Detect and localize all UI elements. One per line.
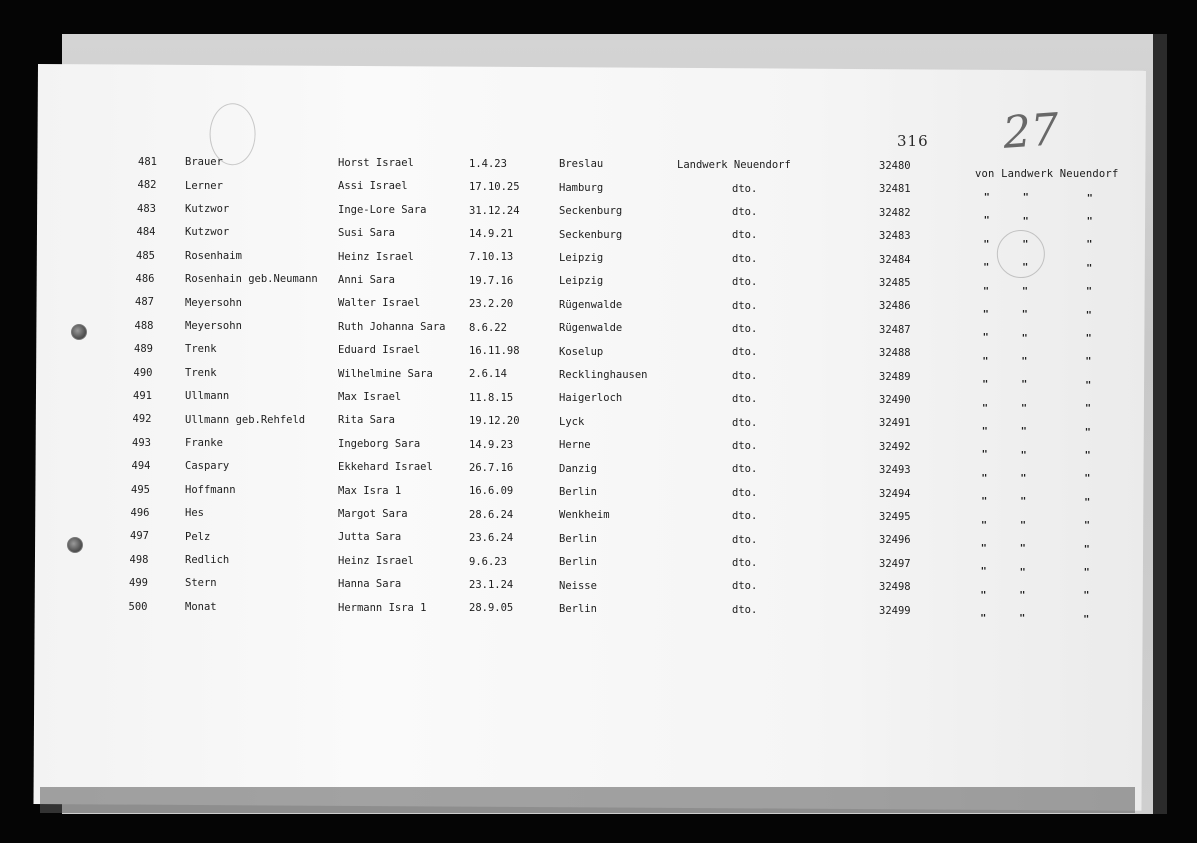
table-row [0,226,1197,251]
birth-date: 16.6.09 [469,485,514,498]
surname: Monat [185,600,217,613]
first-name: Jutta Sara [338,531,402,544]
first-name: Hanna Sara [338,578,402,591]
origin: dto. [732,580,758,593]
ditto-mark: " [1022,239,1029,251]
ditto-mark: " [1022,192,1029,204]
birth-place: Hamburg [559,181,604,194]
ditto-mark: " [982,332,989,344]
birth-place: Haigerloch [559,392,623,405]
first-name: Heinz Israel [338,250,414,263]
first-name: Ingeborg Sara [338,437,421,450]
row-number: 499 [129,577,148,590]
ditto-mark: " [1022,285,1029,297]
surname: Trenk [185,343,217,356]
page-edge-shadow [40,787,1135,813]
origin: dto. [732,229,758,242]
first-name: Horst Israel [338,157,414,170]
surname: Meyersohn [185,296,242,309]
origin: dto. [732,206,758,219]
prisoner-number: 32492 [879,440,911,453]
row-number: 487 [135,296,154,309]
prisoner-number: 32498 [879,581,911,594]
first-name: Susi Sara [338,227,395,240]
prisoner-number: 32499 [879,604,911,617]
birth-place: Neisse [559,579,597,592]
ditto-mark: " [981,519,988,531]
first-name: Max Isra 1 [338,484,402,497]
birth-place: Herne [559,439,591,452]
row-number: 495 [131,483,150,496]
prisoner-number: 32487 [879,323,911,336]
origin: dto. [732,346,758,359]
prisoner-number: 32489 [879,370,911,383]
birth-place: Berlin [559,485,597,498]
ditto-mark: " [1020,519,1027,531]
first-name: Wilhelmine Sara [338,367,433,380]
birth-date: 7.10.13 [469,251,514,264]
first-name: Rita Sara [338,414,395,427]
first-name: Walter Israel [338,297,421,310]
birth-place: Breslau [559,158,604,171]
first-name: Margot Sara [338,508,408,521]
ditto-mark: " [1084,426,1091,438]
surname: Ullmann geb.Rehfeld [185,413,306,426]
ditto-mark: " [1083,567,1090,579]
prisoner-number: 32482 [879,206,911,219]
birth-date: 14.9.23 [469,438,514,451]
prisoner-number: 32494 [879,487,911,500]
ditto-mark: " [1086,262,1093,274]
ditto-mark: " [982,379,989,391]
surname: Hes [185,507,204,520]
birth-date: 28.6.24 [469,508,514,521]
birth-place: Wenkheim [559,509,610,522]
ditto-mark: " [1085,356,1092,368]
row-number: 500 [128,600,148,613]
surname: Kutzwor [185,203,230,216]
birth-place: Recklinghausen [559,368,648,381]
ditto-mark: " [1085,333,1092,345]
row-number: 488 [134,319,154,332]
ditto-mark: " [1019,543,1026,555]
prisoner-number: 32497 [879,557,911,570]
table-row [0,600,1197,625]
row-number: 497 [130,530,149,543]
ditto-mark: " [1085,379,1092,391]
surname: Rosenhain geb.Neumann [185,273,318,286]
handwritten-number: 27 [1001,104,1061,159]
table-row [0,249,1197,274]
birth-date: 19.7.16 [469,274,514,287]
birth-place: Seckenburg [559,228,623,241]
table-row [0,553,1197,579]
ditto-mark: " [1084,473,1091,485]
ditto-mark: " [1021,356,1028,368]
birth-date: 2.6.14 [469,368,507,381]
prisoner-number: 32493 [879,464,911,477]
ditto-mark: " [1021,332,1028,344]
birth-date: 11.8.15 [469,391,514,404]
ditto-mark: " [1085,309,1092,321]
ditto-mark: " [1086,286,1093,298]
birth-place: Berlin [559,602,597,615]
origin: dto. [732,369,758,382]
origin: dto. [732,463,758,476]
ditto-mark: " [1084,520,1091,532]
birth-place: Rügenwalde [559,298,623,311]
ditto-mark: " [981,496,988,508]
birth-date: 19.12.20 [469,415,520,428]
table-row [0,530,1197,555]
birth-place: Rügenwalde [559,322,623,335]
table-row [0,436,1197,462]
surname: Trenk [185,366,217,379]
origin: dto. [732,252,758,265]
ditto-mark: " [1086,239,1093,251]
table-row [0,366,1197,391]
origin: dto. [732,393,758,406]
birth-place: Berlin [559,556,597,569]
row-number: 490 [133,366,153,379]
origin: dto. [732,486,758,499]
row-number: 485 [136,249,155,262]
surname: Caspary [185,460,230,473]
ditto-mark: " [982,309,989,321]
origin: dto. [732,557,758,570]
ditto-mark: " [1020,473,1027,485]
ditto-mark: " [1083,613,1090,625]
table-row [0,389,1197,415]
prisoner-number: 32491 [879,417,911,430]
birth-place: Leipzig [559,275,604,288]
ditto-mark: " [1019,566,1026,578]
birth-date: 23.2.20 [469,298,514,311]
ditto-mark: " [1084,496,1091,508]
ditto-mark: " [1021,309,1028,321]
ditto-mark: " [980,566,987,578]
table-row [0,506,1197,532]
birth-date: 26.7.16 [469,462,514,474]
surname: Brauer [185,156,223,169]
origin: dto. [732,416,758,429]
birth-date: 31.12.24 [469,204,520,217]
prisoner-number: 32485 [879,277,911,290]
table-row [0,343,1197,368]
page-number: 316 [897,132,929,150]
ditto-mark: " [980,613,987,625]
surname: Rosenhaim [185,249,242,262]
surname: Hoffmann [185,483,236,496]
prisoner-number: 32488 [879,347,911,360]
ditto-mark: " [1083,590,1090,602]
birth-date: 23.6.24 [469,532,514,545]
header-origin: von Landwerk Neuendorf [975,168,1119,180]
surname: Meyersohn [185,320,242,333]
ditto-mark: " [982,355,989,367]
ditto-mark: " [1020,496,1027,508]
ditto-mark: " [983,238,990,250]
ditto-mark: " [981,449,988,461]
first-name: Anni Sara [338,274,395,287]
origin: dto. [732,533,758,546]
surname: Franke [185,437,223,450]
prisoner-number: 32484 [879,253,911,266]
origin: dto. [732,182,758,195]
table-row [0,413,1197,438]
birth-date: 14.9.21 [469,228,514,240]
first-name: Hermann Isra 1 [338,601,427,614]
ditto-mark: " [1021,379,1028,391]
ditto-mark: " [1085,403,1092,415]
origin: dto. [732,323,758,336]
prisoner-number: 32496 [879,534,911,547]
prisoner-number: 32495 [879,511,911,524]
first-name: Assi Israel [338,180,408,193]
ditto-mark: " [1084,450,1091,462]
birth-date: 1.4.23 [469,157,507,170]
ditto-mark: " [980,543,987,555]
ditto-mark: " [982,402,989,414]
first-name: Ruth Johanna Sara [338,320,446,333]
origin: Landwerk Neuendorf [677,158,791,171]
row-number: 481 [138,156,157,168]
table-row [0,202,1197,228]
surname: Redlich [185,554,230,567]
table-row [0,296,1197,321]
row-number: 494 [131,460,151,473]
surname: Lerner [185,179,223,192]
row-number: 491 [133,389,152,402]
table-row [0,483,1197,508]
birth-place: Seckenburg [559,205,623,218]
row-number: 493 [132,436,151,449]
table-row [0,273,1197,298]
birth-place: Danzig [559,462,597,475]
surname: Kutzwor [185,226,230,239]
birth-date: 17.10.25 [469,181,520,194]
row-number: 483 [137,202,156,215]
birth-place: Leipzig [559,251,604,264]
surname: Ullmann [185,390,230,403]
ditto-mark: " [980,589,987,601]
first-name: Inge-Lore Sara [338,203,427,216]
birth-date: 16.11.98 [469,345,520,357]
first-name: Ekkehard Israel [338,461,433,474]
prisoner-number: 32486 [879,300,911,313]
first-name: Eduard Israel [338,344,421,357]
prisoner-number: 32490 [879,394,911,407]
birth-date: 28.9.05 [469,602,514,615]
row-number: 484 [136,226,156,239]
row-number: 489 [134,343,153,356]
prisoner-number: 32480 [879,160,911,173]
table-row [0,319,1197,345]
first-name: Heinz Israel [338,554,414,567]
origin: dto. [732,603,758,616]
ditto-mark: " [981,472,988,484]
row-number: 482 [137,179,157,192]
origin: dto. [732,440,758,453]
birth-place: Lyck [559,415,585,428]
row-number: 498 [129,553,149,566]
origin: dto. [732,510,758,523]
birth-date: 23.1.24 [469,579,514,591]
ditto-mark: " [1020,449,1027,461]
row-number: 486 [135,273,155,285]
table-row [0,179,1197,204]
ditto-mark: " [1083,543,1090,555]
ditto-mark: " [1019,613,1026,625]
prisoner-number: 32481 [879,183,911,196]
ditto-mark: " [983,192,990,204]
first-name: Max Israel [338,391,402,404]
birth-date: 9.6.23 [469,555,507,568]
ditto-mark: " [1022,262,1029,274]
ditto-mark: " [1021,402,1028,414]
origin: dto. [732,276,758,289]
ditto-mark: " [983,285,990,297]
prisoner-number: 32483 [879,230,911,243]
table-row [0,156,1197,172]
birth-place: Berlin [559,532,597,545]
ditto-mark: " [1086,216,1093,228]
row-number: 496 [130,506,150,519]
ditto-mark: " [1019,590,1026,602]
ditto-mark: " [1086,192,1093,204]
birth-place: Koselup [559,345,604,358]
row-number: 492 [132,413,152,426]
table-row [0,460,1197,485]
ditto-mark: " [1022,215,1029,227]
ditto-mark: " [1020,426,1027,438]
surname: Pelz [185,530,211,543]
surname: Stern [185,577,217,590]
ditto-mark: " [981,426,988,438]
table-row [0,577,1197,602]
ditto-mark: " [983,262,990,274]
birth-date: 8.6.22 [469,321,507,334]
origin: dto. [732,299,758,312]
ditto-mark: " [983,215,990,227]
